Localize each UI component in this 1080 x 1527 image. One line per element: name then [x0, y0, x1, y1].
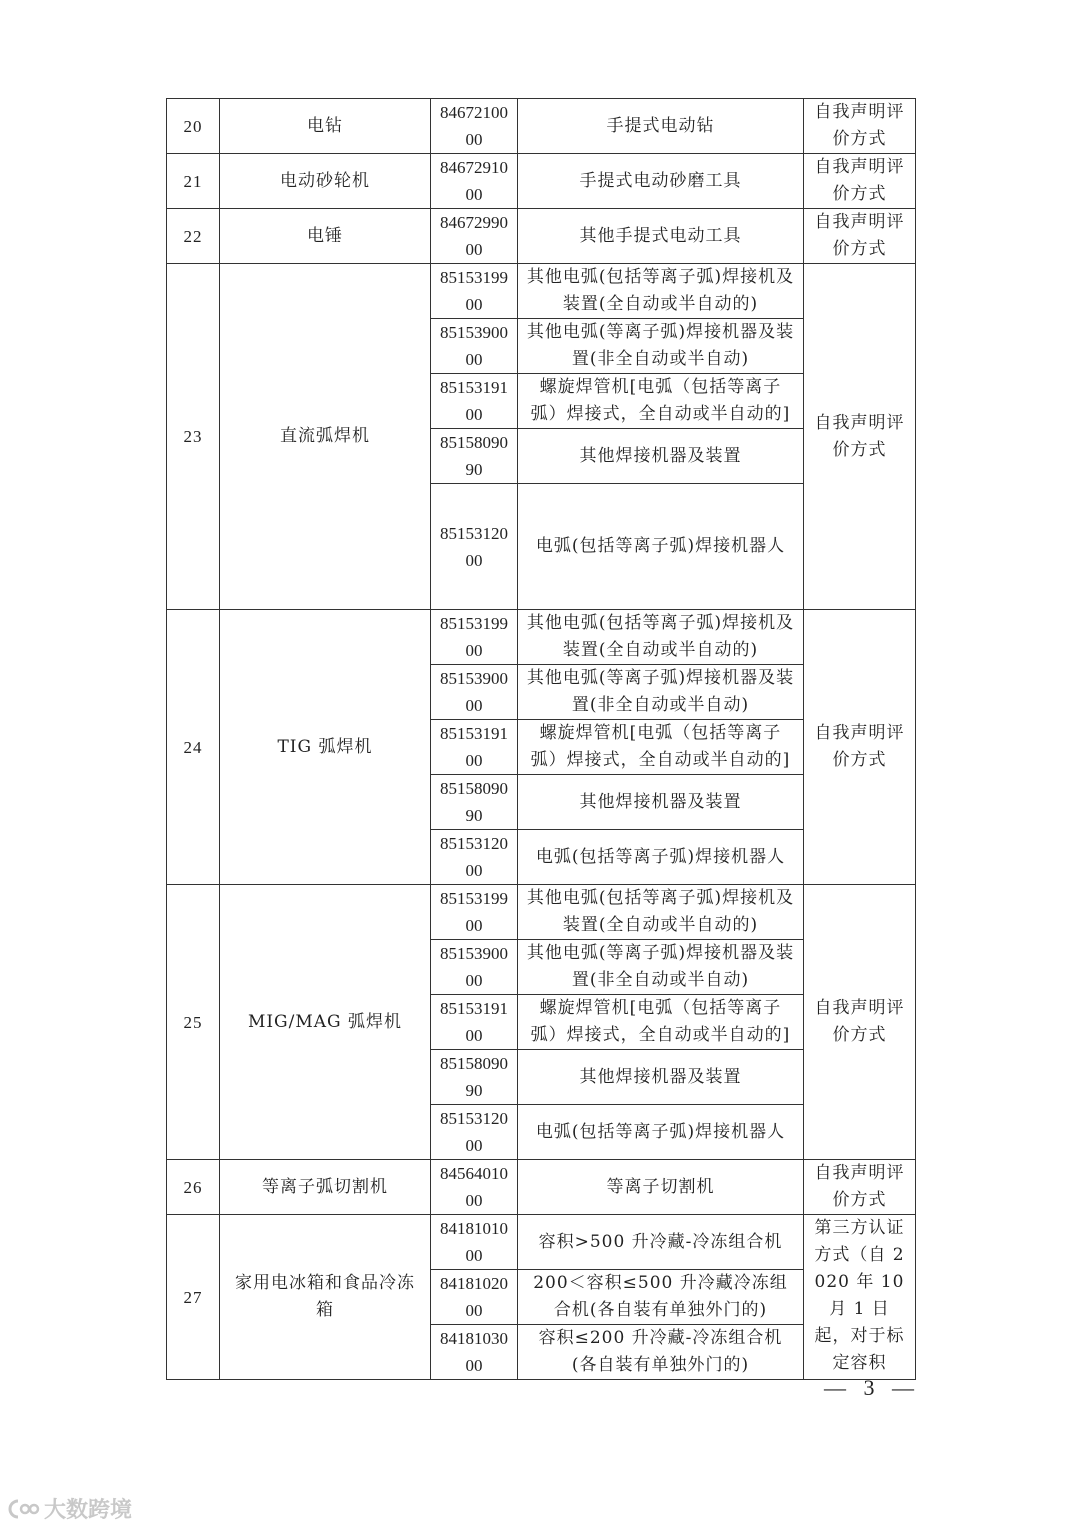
table-row [167, 209, 916, 264]
hs-description: 其他电弧(等离子弧)焊接机器及装置(非全自动或半自动) [518, 665, 804, 720]
row-number: 27 [167, 1215, 220, 1380]
row-number: 25 [167, 885, 220, 1160]
watermark-text: 大数跨境 [44, 1498, 133, 1523]
assessment-method: 自我声明评价方式 [804, 1160, 916, 1215]
hs-description: 螺旋焊管机[电弧（包括等离子弧）焊接式，全自动或半自动的] [518, 374, 804, 429]
hs-description: 其他电弧(等离子弧)焊接机器及装置(非全自动或半自动) [518, 940, 804, 995]
product-name: 电锤 [220, 209, 431, 264]
hs-description: 其他焊接机器及装置 [518, 429, 804, 484]
hs-code: 8515312000 [431, 484, 518, 610]
hs-code: 8515319900 [431, 885, 518, 940]
hs-description: 其他焊接机器及装置 [518, 1050, 804, 1105]
hs-code: 8467291000 [431, 154, 518, 209]
hs-description: 其他电弧(包括等离子弧)焊接机及装置(全自动或半自动的) [518, 610, 804, 665]
hs-code: 8515319900 [431, 264, 518, 319]
hs-description: 螺旋焊管机[电弧（包括等离子弧）焊接式，全自动或半自动的] [518, 720, 804, 775]
hs-code: 8515312000 [431, 1105, 518, 1160]
hs-code: 8515319100 [431, 374, 518, 429]
row-number: 26 [167, 1160, 220, 1215]
assessment-method: 自我声明评价方式 [804, 209, 916, 264]
assessment-method: 自我声明评价方式 [804, 885, 916, 1160]
hs-description: 手提式电动砂磨工具 [518, 154, 804, 209]
hs-description: 电弧(包括等离子弧)焊接机器人 [518, 1105, 804, 1160]
brand-logo-icon [8, 1498, 40, 1520]
table-row [167, 885, 916, 940]
row-number: 22 [167, 209, 220, 264]
hs-description: 其他焊接机器及装置 [518, 775, 804, 830]
table-row [167, 99, 916, 154]
hs-code: 8515390000 [431, 940, 518, 995]
assessment-method: 第三方认证方式（自 2020 年 10 月 1 日起，对于标定容积 [804, 1215, 916, 1380]
hs-code: 8456401000 [431, 1160, 518, 1215]
table-row [167, 1215, 916, 1270]
hs-description: 电弧(包括等离子弧)焊接机器人 [518, 830, 804, 885]
product-name: 等离子弧切割机 [220, 1160, 431, 1215]
assessment-method: 自我声明评价方式 [804, 264, 916, 610]
product-name: 家用电冰箱和食品冷冻箱 [220, 1215, 431, 1380]
hs-code: 8515390000 [431, 665, 518, 720]
row-number: 23 [167, 264, 220, 610]
table-row [167, 1160, 916, 1215]
row-number: 20 [167, 99, 220, 154]
assessment-method: 自我声明评价方式 [804, 99, 916, 154]
hs-description: 容积≤200 升冷藏-冷冻组合机(各自装有单独外门的) [518, 1325, 804, 1380]
hs-code: 8515312000 [431, 830, 518, 885]
hs-code: 8515390000 [431, 319, 518, 374]
product-name: 直流弧焊机 [220, 264, 431, 610]
hs-code: 8418102000 [431, 1270, 518, 1325]
hs-description: 其他电弧(包括等离子弧)焊接机及装置(全自动或半自动的) [518, 264, 804, 319]
hs-code: 8515809090 [431, 429, 518, 484]
table-row [167, 610, 916, 665]
hs-description: 其他电弧(等离子弧)焊接机器及装置(非全自动或半自动) [518, 319, 804, 374]
hs-code: 8515809090 [431, 775, 518, 830]
watermark [8, 1493, 132, 1524]
hs-description: 电弧(包括等离子弧)焊接机器人 [518, 484, 804, 610]
hs-description: 其他手提式电动工具 [518, 209, 804, 264]
product-name: 电动砂轮机 [220, 154, 431, 209]
hs-code: 8418103000 [431, 1325, 518, 1380]
hs-description: 螺旋焊管机[电弧（包括等离子弧）焊接式，全自动或半自动的] [518, 995, 804, 1050]
table-row [167, 264, 916, 319]
hs-code: 8515319100 [431, 720, 518, 775]
hs-description: 其他电弧(包括等离子弧)焊接机及装置(全自动或半自动的) [518, 885, 804, 940]
row-number: 24 [167, 610, 220, 885]
page-number: — 3 — [824, 1375, 920, 1400]
hs-description: 等离子切割机 [518, 1160, 804, 1215]
row-number: 21 [167, 154, 220, 209]
assessment-method: 自我声明评价方式 [804, 610, 916, 885]
hs-code: 8515319900 [431, 610, 518, 665]
product-name: 电钻 [220, 99, 431, 154]
assessment-method: 自我声明评价方式 [804, 154, 916, 209]
hs-code: 8467299000 [431, 209, 518, 264]
hs-description: 容积>500 升冷藏-冷冻组合机 [518, 1215, 804, 1270]
product-table [166, 98, 916, 1380]
product-name: TIG 弧焊机 [220, 610, 431, 885]
hs-code: 8467210000 [431, 99, 518, 154]
hs-description: 手提式电动钻 [518, 99, 804, 154]
table-row [167, 154, 916, 209]
hs-code: 8515809090 [431, 1050, 518, 1105]
hs-description: 200＜容积≤500 升冷藏冷冻组合机(各自装有单独外门的) [518, 1270, 804, 1325]
hs-code: 8515319100 [431, 995, 518, 1050]
product-name: MIG/MAG 弧焊机 [220, 885, 431, 1160]
hs-code: 8418101000 [431, 1215, 518, 1270]
